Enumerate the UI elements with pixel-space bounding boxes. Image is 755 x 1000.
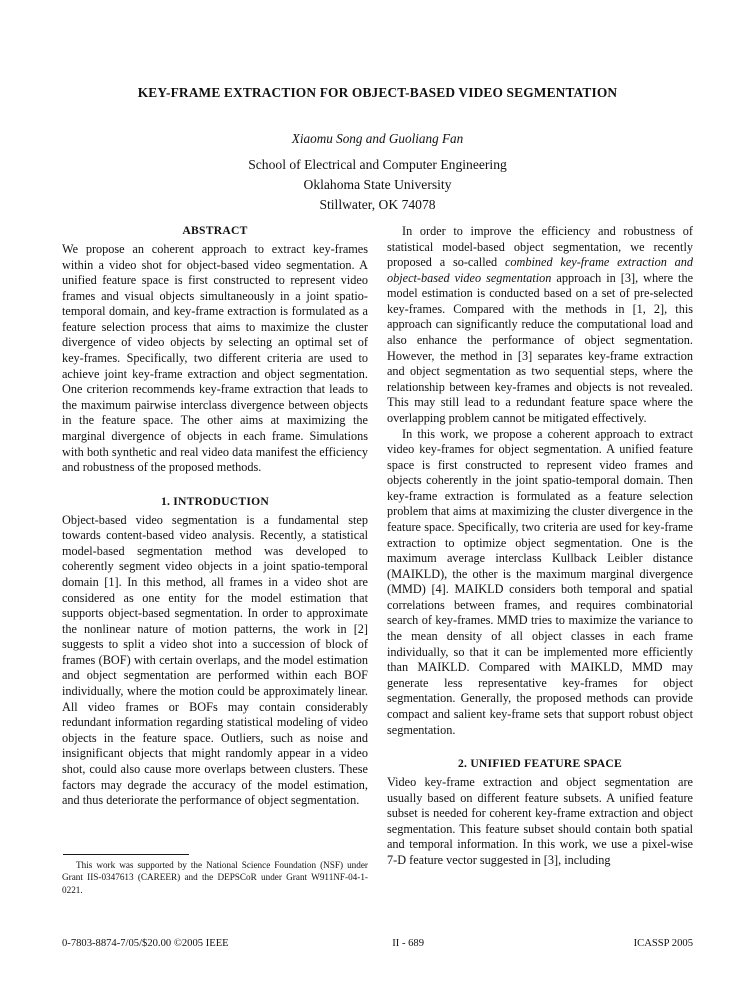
page-number: II - 689 [392, 938, 425, 949]
feature-space-paragraph: Video key-frame extraction and object segmentation are usually based on different feature subsets. A unified feature subset is needed for coherent key-frame extraction and object segmentation. This feature subset should contain both spatial and temporal information. In this work, we use a pixel-wise 7-D feature vector suggested in [3], including [387, 775, 693, 867]
introduction-heading: 1. INTRODUCTION [160, 494, 270, 508]
affiliation-department: School of Electrical and Computer Engineering [248, 157, 507, 173]
footnote-rule [63, 854, 189, 855]
page-title: KEY-FRAME EXTRACTION FOR OBJECT-BASED VIDEO SEGMENTATION [137, 85, 618, 100]
author-list: Xiaomu Song and Guoliang Fan [291, 131, 464, 147]
related-work-text-part-2: approach in [3], where the model estimation is conducted based on a set of pre-selected key-frames. Compared with the methods in [1, 2], this approach can significantly reduce the computational load and also enhance the performance of object segmentation. However, the method in [3] separates key-frame extraction and object segmentation as two sequential steps, where the relationship between key-frames and objects is not revealed. This may still lead to a redundant feature space where the overlapping problem cannot be mitigated effectively. [387, 270, 693, 425]
affiliation-location: Stillwater, OK 74078 [319, 197, 436, 213]
related-work-paragraph [387, 224, 693, 427]
approach-name-italic: combined key-frame extraction and object-based video segmentation [387, 255, 694, 285]
contribution-paragraph: In this work, we propose a coherent approach to extract video key-frames for object segmentation. A unified feature space is first constructed to represent video frames and objects coherently in the joint spatio-temporal domain. Then key-frame extraction is formulated as a feature selection problem that aims at maximizing the cluster divergence in the feature space. Specifically, two criteria are used for key-frame extraction to optimize object segmentation. One is the maximum average interclass Kullback Leibler distance (MAIKLD), the other is the maximum marginal divergence (MMD) [4]. MAIKLD considers both temporal and spatial correlations between frames, and requires combinatorial search of key-frames. MMD tries to maximize the variance to the mean density of all object classes in each frame individually, so that it can be implemented more efficiently than MAIKLD. Compared with MAIKLD, MMD may generate less representative key-frames for object segmentation. Generally, the proposed methods can provide compact and salient key-frame sets that support robust object segmentation. [387, 426, 693, 737]
affiliation-university: Oklahoma State University [303, 177, 452, 193]
paper-header [62, 84, 693, 216]
page-footer [62, 938, 693, 949]
body-columns [62, 224, 693, 896]
conference-name: ICASSP 2005 [633, 938, 693, 949]
right-column [387, 224, 693, 896]
abstract-heading: ABSTRACT [182, 224, 248, 237]
footnote-block [62, 854, 368, 896]
left-column [62, 224, 368, 896]
related-work-text-part-1: In order to improve the efficiency and robustness of statistical model-based object segmentation, we recently proposed a so-called [387, 224, 693, 270]
copyright-notice: 0-7803-8874-7/05/$20.00 ©2005 IEEE [62, 938, 229, 949]
footnote-text: This work was supported by the National Science Foundation (NSF) under Grant IIS-0347613 (CAREER) and the DEPSCoR under Grant W911NF-04-1-0221. [62, 860, 368, 895]
abstract-text: We propose an coherent approach to extract key-frames within a video shot for object-based video segmentation. A unified feature space is first constructed to represent video frames and visual objects simultaneously in a joint spatio-temporal domain, and key-frame extraction is formulated as a feature selection process that aims to maximize the cluster divergence of video objects by selecting an optimal set of key-frames. Specifically, two different criteria are used to achieve joint key-frame extraction and object segmentation. One criterion recommends key-frame extraction that leads to the maximum pairwise interclass divergence between objects in the feature space. The other aims at maximizing the marginal divergence of objects in each frame. Simulations with both synthetic and real video data manifest the efficiency and robustness of the proposed methods. [62, 242, 368, 475]
introduction-paragraph: Object-based video segmentation is a fundamental step towards content-based video analysis. Recently, a statistical model-based segmentation method was developed to coherently segment video objects in a joint spatio-temporal domain [1]. In this method, all frames in a video shot are considered as one entity for the model estimation that supports object-based segmentation. In order to approximate the nonlinear nature of motion patterns, the work in [2] suggests to split a video shot into a succession of block of frames (BOF) with certain overlaps, and the model estimation and object segmentation are performed within each BOF individually, where the motion could be approximately linear. All video frames or BOFs may contain considerably redundant information regarding statistical modeling of video objects in the feature space. Outliers, such as noise and insignificant objects that might randomly appear in a video shot, could also cause more overlaps between clusters. These factors may degrade the accuracy of the model estimation, and thus deteriorate the performance of object segmentation. [62, 512, 368, 808]
unified-feature-space-heading: 2. UNIFIED FEATURE SPACE [457, 757, 623, 771]
